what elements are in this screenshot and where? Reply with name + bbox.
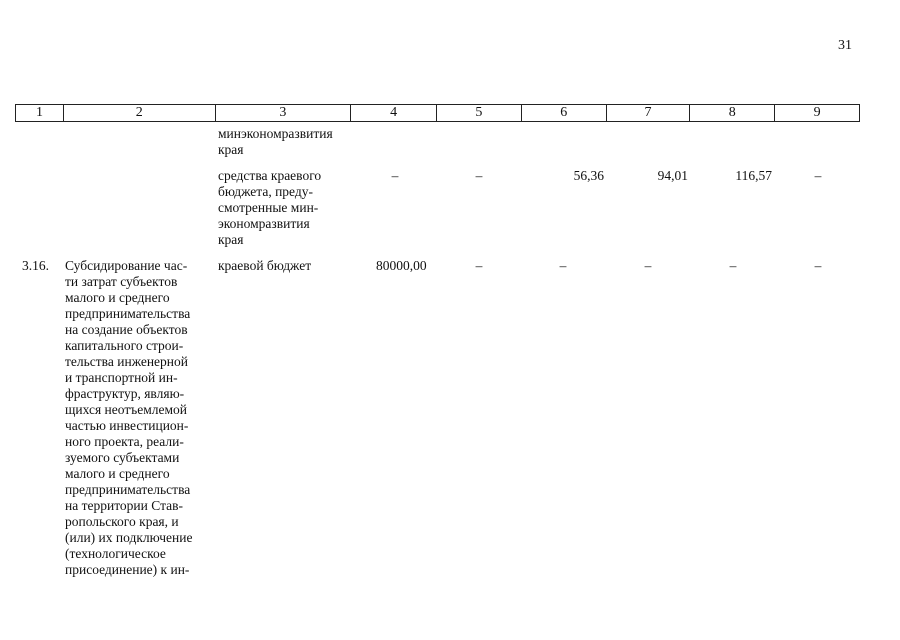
row-3-col-2-line: Субсидирование час- [65, 258, 188, 273]
header-col-2: 2 [64, 105, 216, 121]
row-2-col-4: – [391, 168, 399, 183]
header-col-9: 9 [813, 105, 821, 120]
row-3-col-2-line: (или) их подключение [65, 530, 193, 545]
row-2-col-3-line: средства краевого [218, 168, 322, 183]
row-1-col-3-line: минэкономразвития [218, 126, 333, 141]
row-3-col-2-line: ного проекта, реали- [65, 434, 184, 449]
row-1-col-3 [218, 126, 352, 158]
header-col-7: 7 [607, 105, 691, 121]
row-2-col-3-line: экономразвития [218, 216, 310, 231]
row-2-col-3-line: бюджета, преду- [218, 184, 313, 199]
row-3-col-2-line: частью инвестицион- [65, 418, 189, 433]
row-3-col-2-line: малого и среднего [65, 466, 170, 481]
row-3-col-2-line: капитального строи- [65, 338, 184, 353]
row-3-col-2-line: фраструктур, являю- [65, 386, 185, 401]
row-3-col-2-line: щихся неотъемлемой [65, 402, 188, 417]
row-3-col-7: – [644, 258, 652, 273]
row-2-col-8: 116,57 [735, 168, 772, 183]
row-3-col-2-line: ти затрат субъектов [65, 274, 178, 289]
row-3-col-1: 3.16. [22, 258, 49, 273]
row-3-col-2-line: предпринимательства [65, 306, 191, 321]
header-col-3: 3 [216, 105, 352, 121]
row-2-col-3 [218, 168, 350, 248]
row-2-col-6: 56,36 [573, 168, 604, 183]
header-col-8: 8 [690, 105, 775, 121]
page-number: 31 [838, 38, 852, 53]
header-col-6: 6 [522, 105, 607, 121]
header-col-4: 4 [351, 105, 437, 121]
row-3-col-2-line: на территории Став- [65, 498, 184, 513]
row-3-col-2-line: и транспортной ин- [65, 370, 178, 385]
row-3-col-2-line: тельства инженерной [65, 354, 188, 369]
row-3-col-8: – [729, 258, 737, 273]
row-3-col-2-line: малого и среднего [65, 290, 170, 305]
row-3-col-2-line: на создание объектов [65, 322, 188, 337]
header-col-5: 5 [437, 105, 522, 121]
table-header-row [15, 104, 860, 122]
row-3-col-2-line: (технологическое [65, 546, 166, 561]
row-3-col-2-line: зуемого субъектами [65, 450, 180, 465]
row-3-col-3: краевой бюджет [218, 258, 312, 273]
row-2-col-7: 94,01 [657, 168, 688, 183]
row-1-col-3-line: края [218, 142, 244, 157]
header-col-1: 1 [16, 105, 64, 121]
row-3-col-9: – [814, 258, 822, 273]
row-2-col-5: – [475, 168, 483, 183]
row-2-col-3-line: смотренные мин- [218, 200, 319, 215]
row-3-col-2-line: предпринимательства [65, 482, 191, 497]
row-3-col-2 [65, 258, 212, 578]
row-3-col-5: – [475, 258, 483, 273]
row-2-col-9: – [814, 168, 822, 183]
row-3-col-2-line: ропольского края, и [65, 514, 179, 529]
row-3-col-4: 80000,00 [376, 258, 427, 273]
row-2-col-3-line: края [218, 232, 244, 247]
row-3-col-6: – [559, 258, 567, 273]
row-3-col-2-line: присоединение) к ин- [65, 562, 190, 577]
